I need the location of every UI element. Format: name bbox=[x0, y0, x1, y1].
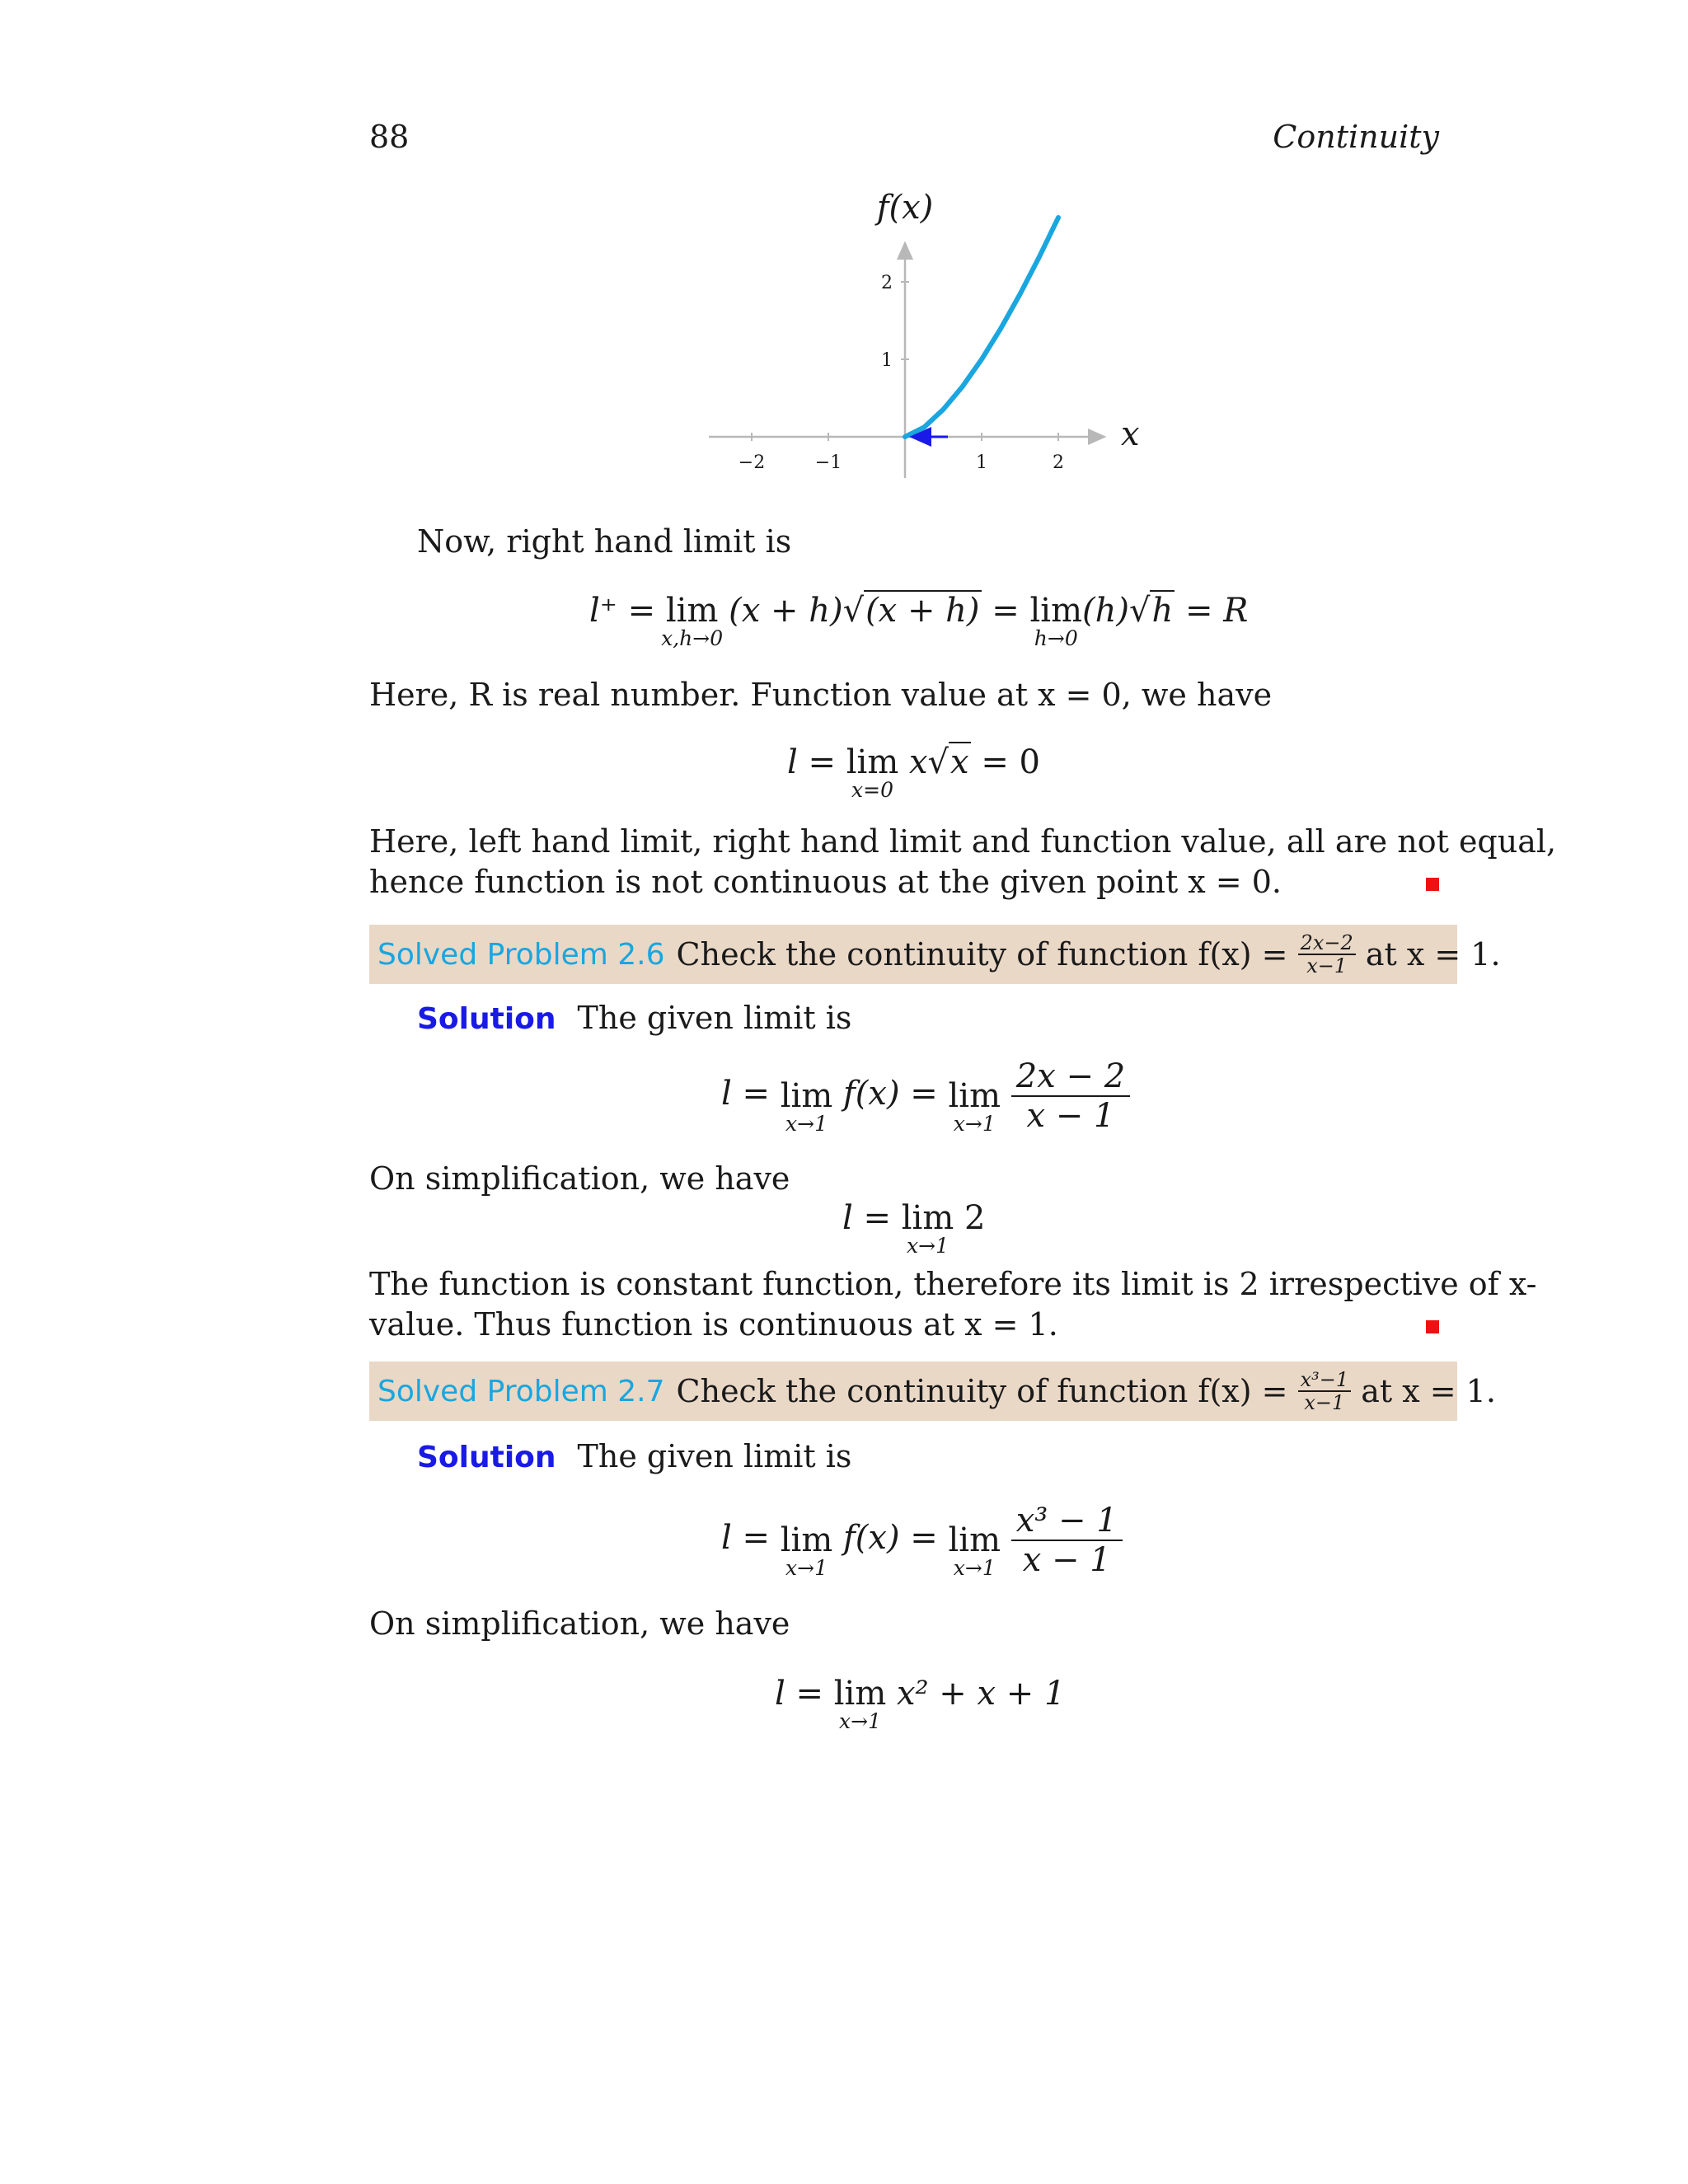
function-curve bbox=[905, 218, 1058, 437]
conclusion-1-line1: Here, left hand limit, right hand limit and function value, all are not equal, bbox=[369, 823, 1557, 860]
lim-operator: lim bbox=[846, 743, 899, 781]
problem-2-6-banner bbox=[369, 925, 1501, 984]
problem-statement: Check the continuity of function f(x) = bbox=[676, 936, 1288, 972]
eq-term: (h)√ bbox=[1082, 592, 1151, 630]
eq-equals: = bbox=[992, 592, 1020, 630]
eq-term: x√ bbox=[908, 743, 950, 781]
x-tick-label: 1 bbox=[976, 452, 987, 473]
eq-lhs: l⁺ = bbox=[589, 592, 656, 630]
lim-operator: lim bbox=[665, 592, 719, 630]
eq-right-hand-limit bbox=[589, 592, 1249, 650]
problem-fraction: $\frac{\text{x³−1}}{x-1}$ bbox=[1298, 1369, 1352, 1413]
eq-rhs: = R bbox=[1184, 592, 1249, 630]
y-tick-label: 1 bbox=[881, 350, 893, 371]
simplify-2-6: On simplification, we have bbox=[369, 1160, 790, 1197]
eq-fraction: $\frac{\text{x³ − 1}}{x - 1}$ bbox=[1011, 1502, 1123, 1579]
lim-subscript: x=0 bbox=[851, 778, 893, 802]
eq-lhs: l = bbox=[775, 1675, 824, 1713]
lim-subscript: x→1 bbox=[953, 1112, 996, 1136]
eq-term: f(x) = bbox=[842, 1519, 938, 1557]
problem-statement-end: at x = 1. bbox=[1361, 1373, 1496, 1409]
qed-marker bbox=[1426, 878, 1439, 891]
chapter-title: Continuity bbox=[1273, 119, 1439, 155]
lim-subscript: x→1 bbox=[907, 1234, 949, 1258]
solution-intro: The given limit is bbox=[577, 1438, 852, 1474]
eq-function-value bbox=[787, 743, 1040, 802]
lim-subscript: x→1 bbox=[785, 1112, 828, 1136]
qed-marker bbox=[1426, 1320, 1439, 1333]
eq-2-6-result bbox=[842, 1199, 986, 1258]
eq-lhs: l = bbox=[787, 743, 837, 781]
lim-operator: lim bbox=[901, 1199, 954, 1237]
eq-2-7-limit bbox=[721, 1502, 1123, 1579]
solution-label: Solution bbox=[417, 1441, 556, 1474]
conclusion-1-line2: hence function is not continuous at the given point x = 0. bbox=[369, 864, 1282, 900]
problem-2-7-banner bbox=[369, 1361, 1496, 1421]
lim-subscript: x→1 bbox=[785, 1556, 828, 1580]
x-tick-label: −2 bbox=[738, 452, 766, 473]
lim-subscript: x→1 bbox=[953, 1556, 996, 1580]
eq-2-7-result bbox=[775, 1675, 1066, 1733]
lim-operator: lim bbox=[780, 1521, 833, 1559]
lim-operator: lim bbox=[780, 1077, 833, 1115]
eq-2-6-limit bbox=[721, 1057, 1130, 1135]
simplify-2-7: On simplification, we have bbox=[369, 1605, 790, 1642]
eq-lhs: l = bbox=[842, 1199, 892, 1237]
problem-fraction: $\frac{2x-2}{x-1}$ bbox=[1298, 932, 1356, 977]
eq-lhs: l = bbox=[721, 1075, 771, 1113]
solution-label: Solution bbox=[417, 1002, 556, 1036]
x-axis-label: x bbox=[1121, 415, 1140, 453]
problem-statement-end: at x = 1. bbox=[1365, 936, 1501, 972]
y-tick-label: 2 bbox=[881, 273, 893, 293]
lim-subscript: x,h→0 bbox=[661, 626, 724, 650]
eq-radicand: h bbox=[1151, 592, 1174, 630]
page-number: 88 bbox=[369, 119, 410, 155]
function-graph bbox=[676, 177, 1187, 490]
problem-title: Solved Problem 2.7 bbox=[377, 1374, 665, 1408]
y-axis-label: f(x) bbox=[876, 189, 934, 227]
conclusion-2-6-line2: value. Thus function is continuous at x = 1. bbox=[369, 1306, 1058, 1343]
eq-rhs: x² + x + 1 bbox=[896, 1675, 1066, 1713]
solution-2-7-heading bbox=[417, 1436, 851, 1479]
right-hand-intro: Now, right hand limit is bbox=[417, 523, 792, 560]
eq-rhs: = 0 bbox=[981, 743, 1040, 781]
lim-operator: lim bbox=[948, 1521, 1001, 1559]
conclusion-2-6-line1: The function is constant function, therefore its limit is 2 irrespective of x- bbox=[369, 1266, 1537, 1302]
x-tick-label: −1 bbox=[814, 452, 842, 473]
eq-fraction: $\frac{2x - 2}{x - 1}$ bbox=[1011, 1057, 1130, 1135]
problem-statement: Check the continuity of function f(x) = bbox=[676, 1373, 1288, 1409]
lim-subscript: x→1 bbox=[839, 1709, 881, 1733]
eq-term: f(x) = bbox=[842, 1075, 938, 1113]
eq-lhs: l = bbox=[721, 1519, 771, 1557]
lim-operator: lim bbox=[833, 1675, 887, 1713]
solution-2-6-heading bbox=[417, 997, 851, 1040]
lim-subscript: h→0 bbox=[1034, 626, 1078, 650]
eq-radicand: (x + h) bbox=[865, 592, 980, 630]
problem-title: Solved Problem 2.6 bbox=[377, 937, 665, 972]
here-r-text: Here, R is real number. Function value at x = 0, we have bbox=[369, 677, 1273, 713]
eq-rhs: 2 bbox=[964, 1199, 986, 1237]
lim-operator: lim bbox=[1029, 592, 1083, 630]
solution-intro: The given limit is bbox=[577, 1000, 852, 1036]
x-tick-label: 2 bbox=[1053, 452, 1064, 473]
lim-operator: lim bbox=[948, 1077, 1001, 1115]
eq-term: (x + h)√ bbox=[729, 592, 865, 630]
eq-radicand: x bbox=[950, 743, 969, 781]
